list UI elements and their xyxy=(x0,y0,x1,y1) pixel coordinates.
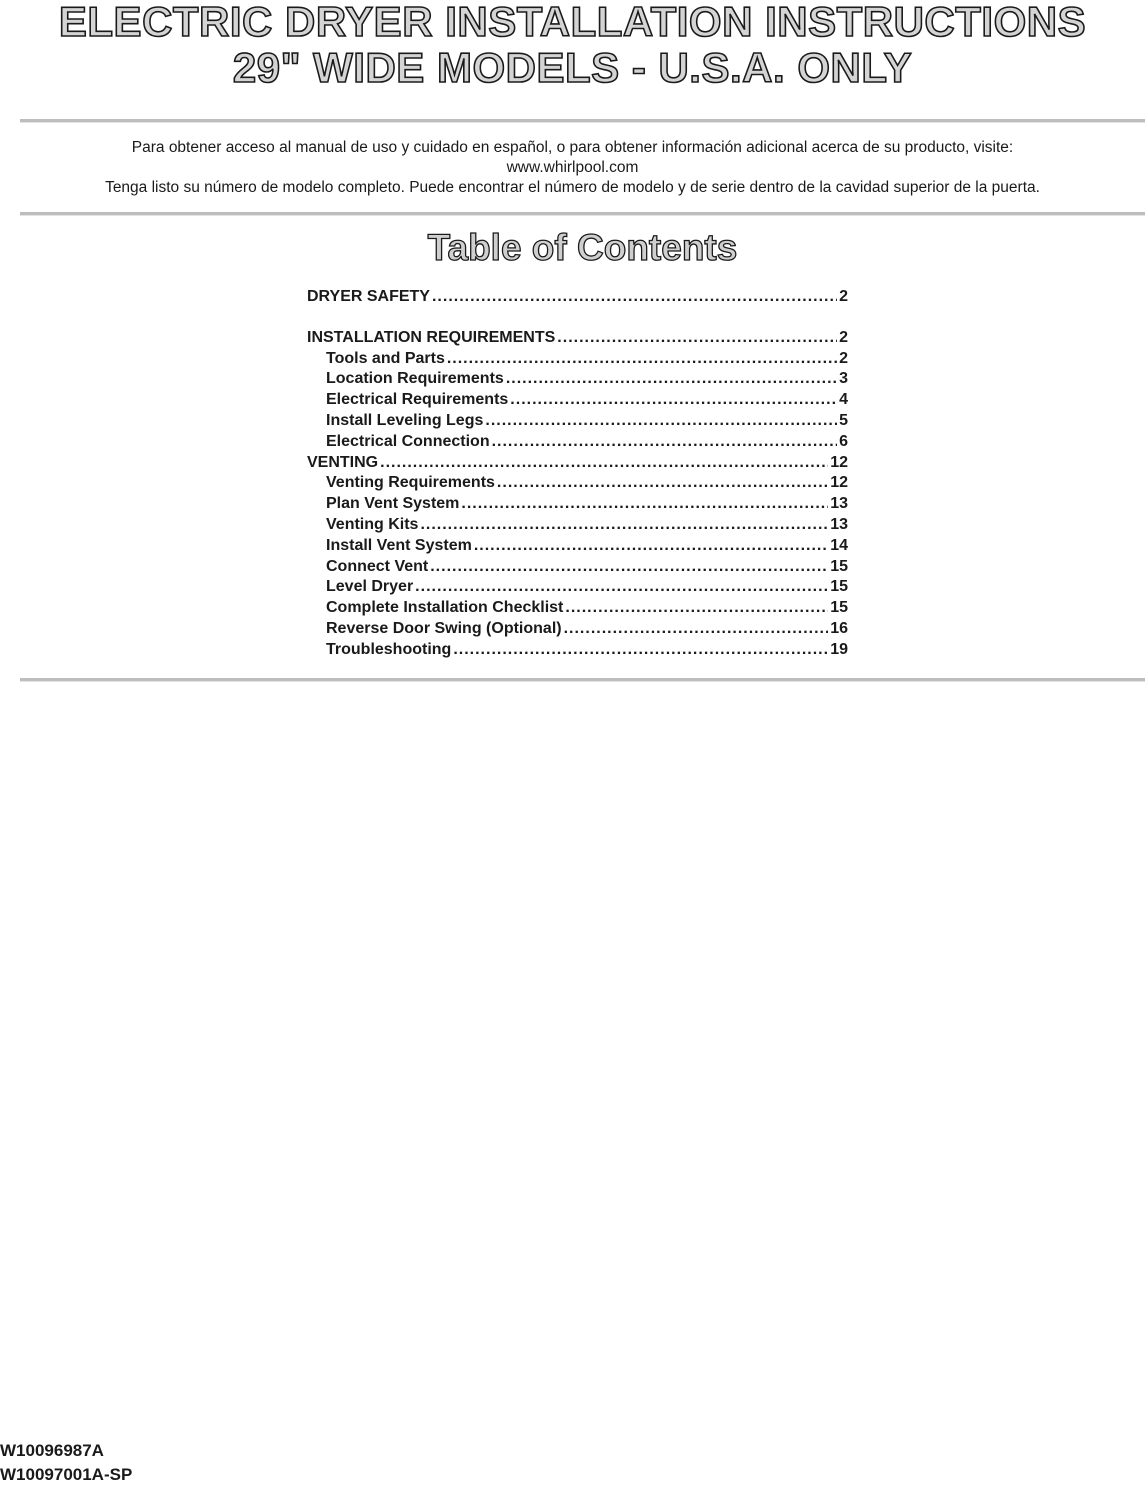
toc-page-number: 2 xyxy=(839,288,848,305)
toc-item-complete-installation-checklist[interactable] xyxy=(307,598,848,619)
toc-item-venting-kits[interactable] xyxy=(307,515,848,536)
toc-label: Complete Installation Checklist xyxy=(326,599,564,617)
toc-label: Reverse Door Swing (Optional) xyxy=(326,619,562,637)
dot-leader xyxy=(415,577,828,598)
toc-page-number: 5 xyxy=(839,411,848,429)
document-title-line-2: 29" WIDE MODELS - U.S.A. ONLY xyxy=(232,44,913,91)
website-link[interactable]: www.whirlpool.com xyxy=(506,159,639,176)
toc-label: Location Requirements xyxy=(326,370,504,388)
toc-item-install-vent-system[interactable] xyxy=(307,536,848,557)
document-title-line-1: ELECTRIC DRYER INSTALLATION INSTRUCTIONS xyxy=(58,0,1087,45)
toc-page-number: 16 xyxy=(830,619,848,637)
toc-label: Electrical Requirements xyxy=(326,391,509,409)
toc-label: INSTALLATION REQUIREMENTS xyxy=(307,328,556,346)
toc-page-number: 12 xyxy=(830,453,848,471)
dot-leader xyxy=(432,287,837,308)
part-number: W10096987A xyxy=(0,1441,104,1460)
toc-label: Connect Vent xyxy=(326,557,429,575)
toc-section-installation-requirements[interactable] xyxy=(307,328,848,349)
divider xyxy=(20,212,1145,216)
spanish-notice-line: Para obtener acceso al manual de uso y cuidado en español, o para obtener información adicional acerca de su producto, visite: xyxy=(131,139,1014,156)
toc-label: Level Dryer xyxy=(326,578,414,596)
toc-item-tools-and-parts[interactable] xyxy=(307,349,848,370)
toc-item-venting-requirements[interactable] xyxy=(307,473,848,494)
toc-label: Plan Vent System xyxy=(326,495,460,513)
toc-item-troubleshooting[interactable] xyxy=(307,640,848,661)
toc-page-number: 14 xyxy=(830,536,848,554)
toc-page-number: 19 xyxy=(830,640,848,658)
dot-leader xyxy=(564,619,829,640)
dot-leader xyxy=(510,390,837,411)
toc-label: Install Vent System xyxy=(326,536,472,554)
dot-leader xyxy=(453,640,828,661)
toc-label: VENTING xyxy=(307,453,379,471)
toc-page-number: 12 xyxy=(830,474,848,492)
dot-leader xyxy=(420,515,828,536)
model-number-notice-line: Tenga listo su número de modelo completo. Puede encontrar el número de modelo y de serie dentro de la cavidad superior de la puerta. xyxy=(105,179,1040,196)
dot-leader xyxy=(506,369,837,390)
dot-leader xyxy=(497,473,828,494)
toc-item-connect-vent[interactable] xyxy=(307,557,848,578)
toc-page-number: 2 xyxy=(839,349,848,367)
toc-section-dryer-safety[interactable] xyxy=(307,287,848,308)
part-number-spanish: W10097001A-SP xyxy=(0,1465,133,1484)
toc-page-number: 15 xyxy=(830,557,848,575)
toc-label: Venting Kits xyxy=(326,515,419,533)
toc-item-plan-vent-system[interactable] xyxy=(307,494,848,515)
toc-item-reverse-door-swing[interactable] xyxy=(307,619,848,640)
toc-item-location-requirements[interactable] xyxy=(307,369,848,390)
toc-label: Venting Requirements xyxy=(326,474,495,492)
dot-leader xyxy=(485,411,837,432)
toc-label: Tools and Parts xyxy=(326,349,445,367)
toc-page-number: 15 xyxy=(830,599,848,617)
dot-leader xyxy=(380,453,828,474)
toc-label: Electrical Connection xyxy=(326,432,490,450)
dot-leader xyxy=(474,536,828,557)
toc-section-venting[interactable] xyxy=(307,453,848,474)
dot-leader xyxy=(430,557,828,578)
toc-heading: Table of Contents xyxy=(427,227,738,268)
toc-page-number: 2 xyxy=(839,328,848,346)
toc-page-number: 13 xyxy=(830,495,848,513)
toc-label: Install Leveling Legs xyxy=(326,411,484,429)
toc-label: DRYER SAFETY xyxy=(307,288,430,305)
dot-leader xyxy=(447,349,837,370)
dot-leader xyxy=(492,432,838,453)
table-of-contents xyxy=(307,287,848,661)
divider xyxy=(20,119,1145,123)
toc-page-number: 15 xyxy=(830,578,848,596)
dot-leader xyxy=(461,494,828,515)
toc-item-install-leveling-legs[interactable] xyxy=(307,411,848,432)
toc-item-electrical-connection[interactable] xyxy=(307,432,848,453)
toc-page-number: 6 xyxy=(839,432,848,450)
toc-page-number: 4 xyxy=(839,391,848,409)
dot-leader xyxy=(557,328,837,349)
toc-item-electrical-requirements[interactable] xyxy=(307,390,848,411)
divider xyxy=(20,678,1145,682)
toc-item-level-dryer[interactable] xyxy=(307,577,848,598)
toc-label: Troubleshooting xyxy=(326,640,452,658)
toc-page-number: 3 xyxy=(839,370,848,388)
toc-page-number: 13 xyxy=(830,515,848,533)
dot-leader xyxy=(565,598,828,619)
